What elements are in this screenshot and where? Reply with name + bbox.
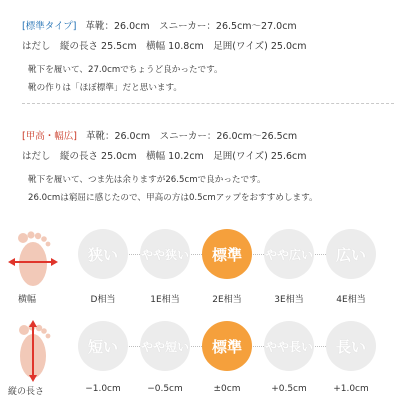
standard-tag: [標準タイプ] xyxy=(22,21,77,32)
length-sub-plus-1: +1.0cm xyxy=(333,384,369,394)
width-option-label: 標準 xyxy=(211,245,242,264)
wide-spec-line1 xyxy=(22,128,297,142)
wide-tag: [甲高・幅広] xyxy=(22,131,77,142)
length-row xyxy=(0,320,400,397)
wide-note1: 靴下を履いて、つま先は余りますが26.5cmで良かったです。 xyxy=(28,175,266,185)
length-sub-minus-05: −0.5cm xyxy=(147,384,183,394)
width-option-label: やや狭い xyxy=(140,247,189,262)
length-option-slightly-short xyxy=(140,321,190,371)
width-sub-4e: 4E相当 xyxy=(336,295,366,305)
length-option-label: 標準 xyxy=(211,337,242,356)
wide-line1-text: 革靴：26.0cm スニーカー：26.0cm〜26.5cm xyxy=(85,131,298,142)
width-option-label: 狭い xyxy=(87,245,118,264)
width-option-wide xyxy=(326,229,376,279)
standard-note1: 靴下を履いて、27.0cmでちょうど良かったです。 xyxy=(28,65,223,75)
wide-note2: 26.0cmは窮屈に感じたので、甲高の方は0.5cmアップをおすすめします。 xyxy=(28,193,318,203)
standard-spec-line1 xyxy=(22,18,297,32)
foot-length-icon xyxy=(6,318,60,384)
foot-width-icon xyxy=(6,228,60,290)
length-sub-minus-1: −1.0cm xyxy=(85,384,121,394)
length-option-label: やや短い xyxy=(140,339,189,354)
length-option-short xyxy=(78,321,128,371)
width-row xyxy=(0,228,400,305)
width-option-label: 広い xyxy=(335,245,366,264)
width-option-standard xyxy=(202,229,252,279)
length-option-slightly-long xyxy=(264,321,314,371)
standard-note2: 靴の作りは「ほぼ標準」だと思います。 xyxy=(28,83,183,93)
length-option-standard xyxy=(202,321,252,371)
width-row-label: 横幅 xyxy=(18,295,37,305)
width-option-slightly-narrow xyxy=(140,229,190,279)
width-sub-d: D相当 xyxy=(90,295,116,305)
width-option-label: やや広い xyxy=(264,247,313,262)
width-option-narrow xyxy=(78,229,128,279)
length-sub-plus-05: +0.5cm xyxy=(271,384,307,394)
width-option-slightly-wide xyxy=(264,229,314,279)
length-row-label: 縦の長さ xyxy=(8,387,45,397)
length-option-label: 短い xyxy=(87,337,118,356)
standard-line1-text: 革靴：26.0cm スニーカー：26.5cm〜27.0cm xyxy=(85,21,297,32)
section-divider xyxy=(22,103,394,104)
length-option-label: やや長い xyxy=(264,339,313,354)
length-sub-zero: ±0cm xyxy=(213,384,241,394)
width-sub-2e: 2E相当 xyxy=(212,295,242,305)
length-option-long xyxy=(326,321,376,371)
length-option-label: 長い xyxy=(335,337,366,356)
wide-spec-line2: はだし 縦の長さ 25.0cm 横幅 10.2cm 足囲(ワイズ) 25.6cm xyxy=(22,151,307,162)
standard-spec-line2: はだし 縦の長さ 25.5cm 横幅 10.8cm 足囲(ワイズ) 25.0cm xyxy=(22,41,307,52)
width-sub-3e: 3E相当 xyxy=(274,295,304,305)
width-sub-1e: 1E相当 xyxy=(150,295,180,305)
